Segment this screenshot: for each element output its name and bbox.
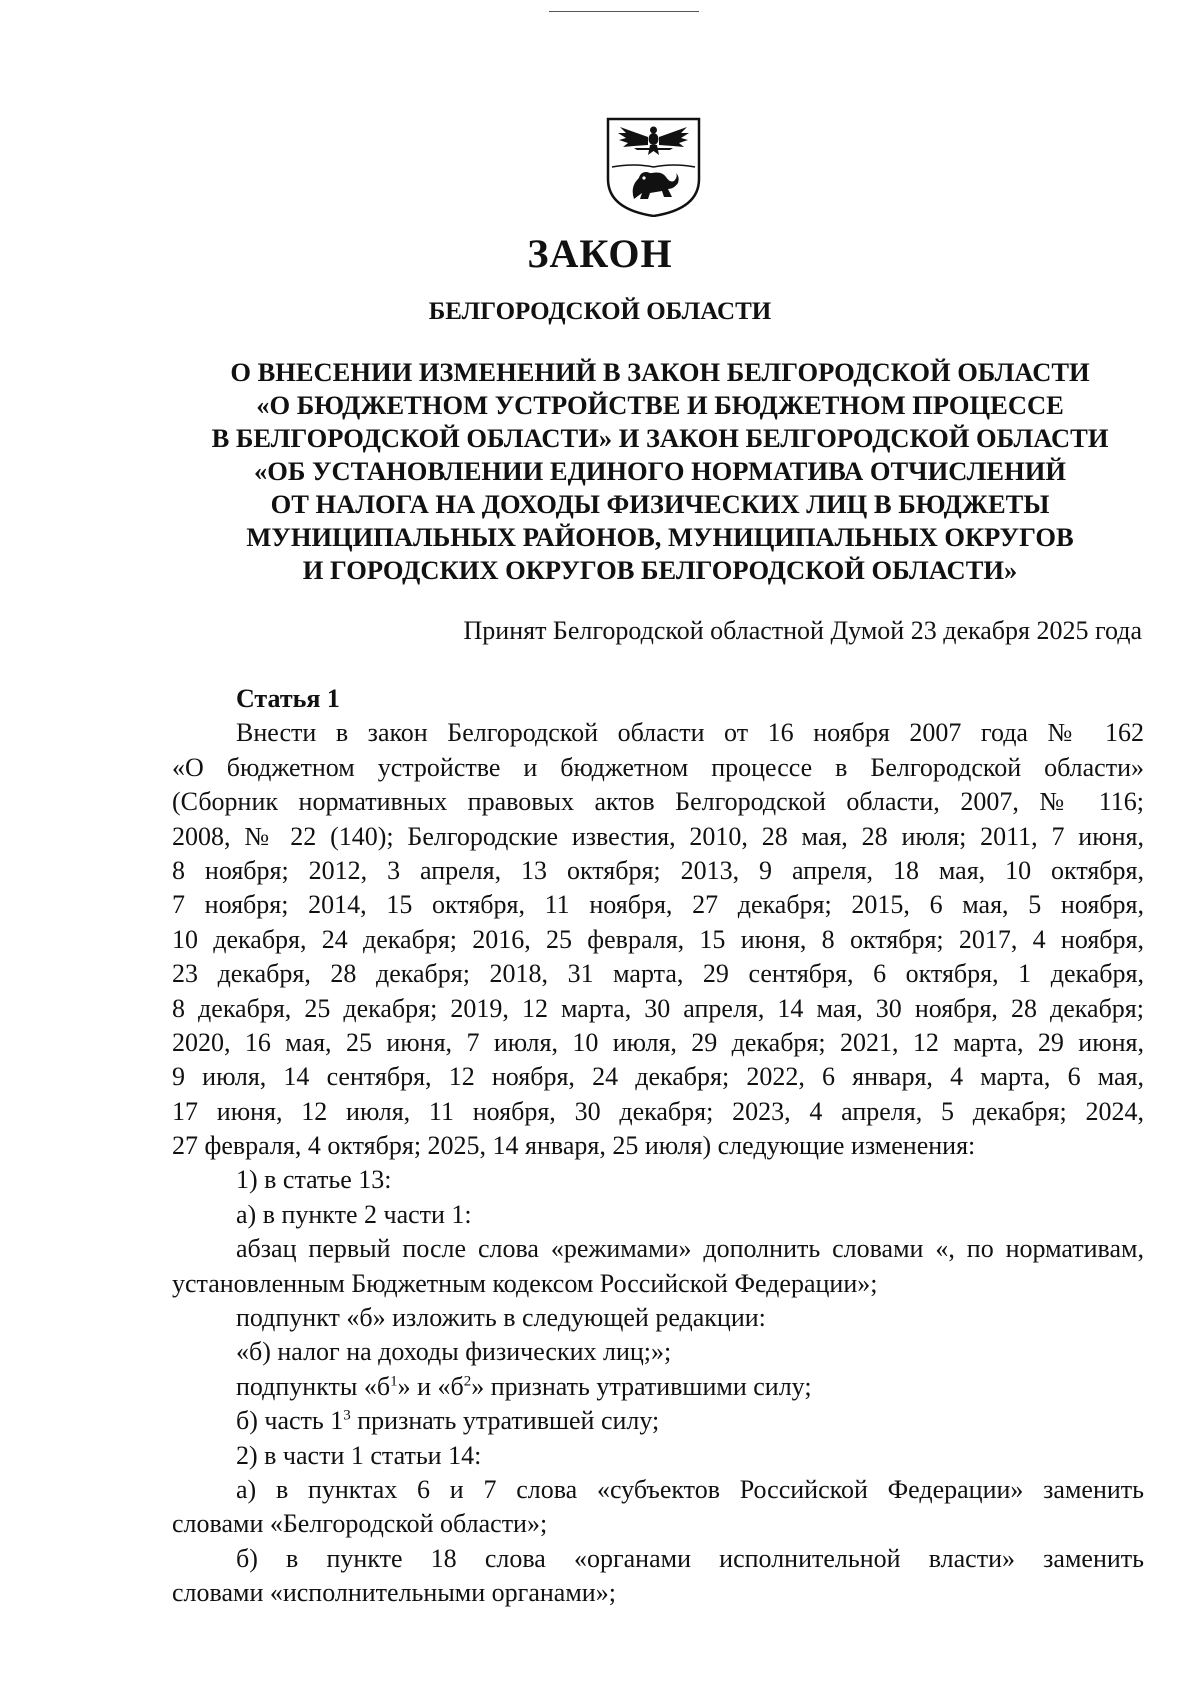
paragraph-line [172, 1370, 1144, 1404]
text-fragment: подпункты «б [236, 1371, 391, 1401]
article-heading: Статья 1 [236, 684, 340, 713]
text-fragment: » признать утратившими силу; [471, 1371, 812, 1401]
text-fragment: признать утратившей силу; [350, 1406, 660, 1436]
text-fragment: б) часть 1 [236, 1406, 344, 1436]
paragraph-line: (Сборник нормативных правовых актов Белгородской области, 2007, № 116; [172, 787, 1144, 817]
law-title [160, 356, 1160, 587]
paragraph-line: 8 ноября; 2012, 3 апреля, 13 октября; 2013, 9 апреля, 18 мая, 10 октября, [172, 855, 1144, 885]
paragraph-line: 27 февраля, 4 октября; 2025, 14 января, 25 июля) следующие изменения: [172, 1131, 976, 1161]
superscript: 2 [463, 1373, 472, 1390]
law-title-line: «О БЮДЖЕТНОМ УСТРОЙСТВЕ И БЮДЖЕТНОМ ПРОЦЕССЕ [256, 390, 1064, 420]
list-item: 2) в части 1 статьи 14: [236, 1440, 482, 1470]
paragraph-line: 2020, 16 мая, 25 июня, 7 июля, 10 июля, 29 декабря; 2021, 12 марта, 29 июня, [172, 1027, 1144, 1057]
paragraph-line: 7 ноября; 2014, 15 октября, 11 ноября, 27 декабря; 2015, 6 мая, 5 ноября, [172, 890, 1144, 920]
paragraph-line: «б) налог на доходы физических лиц;»; [236, 1337, 672, 1367]
paragraph-line: подпункт «б» изложить в следующей редакции: [236, 1303, 766, 1333]
law-title-line: МУНИЦИПАЛЬНЫХ РАЙОНОВ, МУНИЦИПАЛЬНЫХ ОКРУГОВ [246, 522, 1074, 552]
superscript: 1 [390, 1373, 398, 1390]
paragraph-line: 2008, № 22 (140); Белгородские известия, 2010, 28 мая, 28 июля; 2011, 7 июня, [172, 821, 1144, 851]
paragraph-line: 9 июля, 14 сентября, 12 ноября, 24 декабря; 2022, 6 января, 4 марта, 6 мая, [172, 1062, 1144, 1092]
superscript: 3 [343, 1407, 351, 1424]
law-title-line: «ОБ УСТАНОВЛЕНИИ ЕДИНОГО НОРМАТИВА ОТЧИСЛЕНИЙ [254, 456, 1066, 486]
paragraph-line: установленным Бюджетным кодексом Российской Федерации»; [172, 1268, 878, 1298]
paragraph-line: словами «Белгородской области»; [172, 1509, 548, 1539]
list-item: а) в пункте 2 части 1: [236, 1199, 472, 1229]
belgorod-coat-of-arms-icon [604, 117, 703, 217]
region-name: БЕЛГОРОДСКОЙ ОБЛАСТИ [428, 298, 772, 325]
law-title-line: И ГОРОДСКИХ ОКРУГОВ БЕЛГОРОДСКОЙ ОБЛАСТИ» [302, 555, 1018, 585]
list-item: 1) в статье 13: [236, 1165, 392, 1195]
paragraph-line: 10 декабря, 24 декабря; 2016, 25 февраля, 15 июня, 8 октября; 2017, 4 ноября, [172, 924, 1144, 954]
law-title-line: О ВНЕСЕНИИ ИЗМЕНЕНИЙ В ЗАКОН БЕЛГОРОДСКОЙ ОБЛАСТИ [230, 357, 1090, 387]
paragraph-line: «О бюджетном устройстве и бюджетном процессе в Белгородской области» [172, 752, 1144, 782]
adoption-note: Принят Белгородской областной Думой 23 декабря 2025 года [463, 616, 1142, 645]
text-fragment: » и «б [397, 1371, 464, 1401]
paragraph-line: Внести в закон Белгородской области от 16 ноября 2007 года № 162 [236, 718, 1144, 748]
paragraph-line: б) в пункте 18 слова «органами исполнительной власти» заменить [236, 1543, 1144, 1573]
article-1 [172, 682, 1144, 1611]
list-item [172, 1404, 1144, 1438]
paragraph-line: 17 июня, 12 июля, 11 ноября, 30 декабря; 2023, 4 апреля, 5 декабря; 2024, [172, 1096, 1144, 1126]
paragraph-line: словами «исполнительными органами»; [172, 1578, 616, 1608]
law-title-line: ОТ НАЛОГА НА ДОХОДЫ ФИЗИЧЕСКИХ ЛИЦ В БЮДЖЕТЫ [270, 489, 1050, 519]
scan-artifact [549, 11, 699, 12]
law-title-line: В БЕЛГОРОДСКОЙ ОБЛАСТИ» И ЗАКОН БЕЛГОРОДСКОЙ ОБЛАСТИ [211, 423, 1109, 453]
paragraph-line: а) в пунктах 6 и 7 слова «субъектов Российской Федерации» заменить [236, 1474, 1144, 1504]
paragraph-line: 8 декабря, 25 декабря; 2019, 12 марта, 30 апреля, 14 мая, 30 ноября, 28 декабря; [172, 993, 1144, 1023]
document-title: ЗАКОН [527, 231, 673, 276]
paragraph-line: 23 декабря, 28 декабря; 2018, 31 марта, 29 сентября, 6 октября, 1 декабря, [172, 959, 1144, 989]
paragraph-line: абзац первый после слова «режимами» дополнить словами «, по нормативам, [236, 1234, 1144, 1264]
